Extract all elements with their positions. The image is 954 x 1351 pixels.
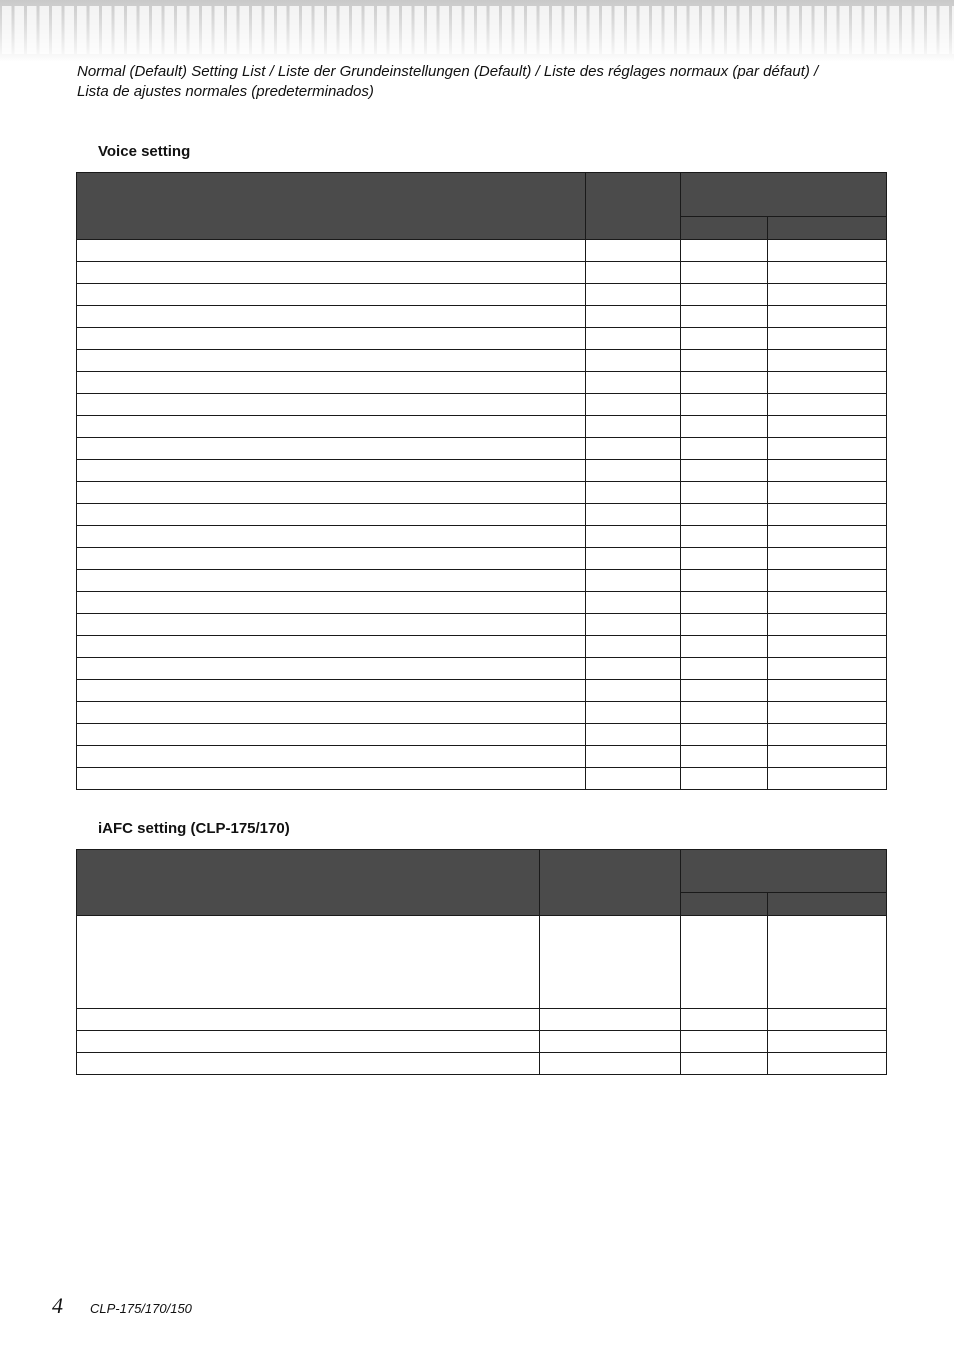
voice-cell — [681, 702, 768, 724]
voice-cell — [77, 548, 586, 570]
voice-cell — [768, 262, 887, 284]
iafc-setting-table — [76, 849, 887, 1075]
voice-cell — [768, 416, 887, 438]
voice-cell — [681, 548, 768, 570]
iafc-cell — [768, 1009, 887, 1031]
voice-cell — [77, 724, 586, 746]
voice-row — [77, 482, 887, 504]
voice-cell — [768, 240, 887, 262]
iafc-cell — [540, 916, 681, 1009]
iafc-row — [77, 916, 887, 1009]
model-label: CLP-175/170/150 — [90, 1301, 192, 1316]
voice-cell — [586, 614, 681, 636]
voice-cell — [681, 570, 768, 592]
voice-cell — [768, 284, 887, 306]
voice-cell — [768, 394, 887, 416]
voice-cell — [586, 350, 681, 372]
voice-cell — [681, 658, 768, 680]
voice-cell — [586, 636, 681, 658]
voice-cell — [768, 658, 887, 680]
voice-cell — [768, 636, 887, 658]
iafc-row — [77, 1031, 887, 1053]
voice-cell — [768, 746, 887, 768]
voice-cell — [77, 570, 586, 592]
voice-row — [77, 636, 887, 658]
iafc-header-sub1 — [681, 893, 768, 916]
voice-cell — [586, 482, 681, 504]
voice-cell — [681, 614, 768, 636]
iafc-cell — [77, 1009, 540, 1031]
voice-cell — [77, 504, 586, 526]
voice-cell — [586, 240, 681, 262]
voice-cell — [77, 262, 586, 284]
iafc-row — [77, 1053, 887, 1075]
keyboard-banner — [0, 0, 954, 62]
voice-cell — [586, 504, 681, 526]
voice-header-group — [681, 173, 887, 217]
voice-row — [77, 306, 887, 328]
voice-cell — [768, 372, 887, 394]
iafc-cell — [77, 916, 540, 1009]
voice-cell — [77, 394, 586, 416]
voice-cell — [586, 548, 681, 570]
page-heading-line1: Normal (Default) Setting List / Liste der Grundeinstellungen (Default) / Liste des réglages normaux (par défaut) / — [77, 63, 819, 80]
iafc-cell — [540, 1009, 681, 1031]
voice-cell — [768, 504, 887, 526]
iafc-cell — [681, 1009, 768, 1031]
voice-row — [77, 504, 887, 526]
voice-cell — [768, 306, 887, 328]
voice-row — [77, 262, 887, 284]
voice-cell — [681, 680, 768, 702]
voice-cell — [77, 746, 586, 768]
iafc-cell — [768, 1053, 887, 1075]
voice-cell — [77, 768, 586, 790]
voice-cell — [768, 680, 887, 702]
voice-row — [77, 394, 887, 416]
iafc-header-sub2 — [768, 893, 887, 916]
voice-cell — [681, 438, 768, 460]
voice-cell — [77, 680, 586, 702]
iafc-cell — [768, 1031, 887, 1053]
voice-setting-table — [76, 172, 887, 790]
voice-cell — [681, 724, 768, 746]
voice-cell — [77, 592, 586, 614]
voice-cell — [681, 372, 768, 394]
voice-cell — [768, 350, 887, 372]
voice-cell — [586, 394, 681, 416]
voice-cell — [768, 460, 887, 482]
voice-row — [77, 526, 887, 548]
voice-cell — [77, 614, 586, 636]
voice-cell — [681, 746, 768, 768]
voice-cell — [586, 658, 681, 680]
voice-row — [77, 702, 887, 724]
voice-cell — [586, 702, 681, 724]
iafc-setting-title: iAFC setting (CLP-175/170) — [98, 820, 290, 837]
voice-cell — [77, 636, 586, 658]
voice-row — [77, 350, 887, 372]
voice-cell — [681, 284, 768, 306]
voice-cell — [681, 636, 768, 658]
voice-row — [77, 416, 887, 438]
voice-row — [77, 284, 887, 306]
voice-cell — [586, 306, 681, 328]
voice-cell — [681, 592, 768, 614]
voice-header-sub1 — [681, 217, 768, 240]
page-number: 4 — [52, 1293, 63, 1318]
voice-cell — [768, 438, 887, 460]
iafc-cell — [681, 1053, 768, 1075]
voice-row — [77, 658, 887, 680]
voice-cell — [586, 372, 681, 394]
voice-row — [77, 372, 887, 394]
voice-cell — [586, 284, 681, 306]
voice-cell — [77, 306, 586, 328]
voice-cell — [768, 482, 887, 504]
voice-header-sub2 — [768, 217, 887, 240]
iafc-header-group — [681, 850, 887, 893]
voice-row — [77, 614, 887, 636]
voice-header-item — [77, 173, 586, 240]
voice-cell — [681, 416, 768, 438]
voice-cell — [586, 460, 681, 482]
voice-cell — [77, 284, 586, 306]
iafc-header-default — [540, 850, 681, 916]
voice-cell — [681, 504, 768, 526]
voice-cell — [586, 328, 681, 350]
voice-cell — [768, 526, 887, 548]
voice-cell — [586, 746, 681, 768]
voice-cell — [586, 262, 681, 284]
iafc-cell — [540, 1053, 681, 1075]
voice-cell — [77, 526, 586, 548]
voice-cell — [681, 526, 768, 548]
voice-row — [77, 746, 887, 768]
voice-row — [77, 438, 887, 460]
voice-cell — [586, 768, 681, 790]
iafc-header-item — [77, 850, 540, 916]
voice-row — [77, 592, 887, 614]
voice-cell — [681, 768, 768, 790]
voice-cell — [77, 460, 586, 482]
voice-cell — [768, 614, 887, 636]
voice-cell — [681, 350, 768, 372]
voice-cell — [77, 328, 586, 350]
voice-cell — [77, 702, 586, 724]
voice-cell — [586, 438, 681, 460]
voice-cell — [681, 262, 768, 284]
voice-row — [77, 680, 887, 702]
voice-setting-title: Voice setting — [98, 143, 191, 160]
voice-cell — [77, 438, 586, 460]
keyboard-keys-decoration — [0, 0, 954, 62]
iafc-cell — [681, 1031, 768, 1053]
voice-header-default — [586, 173, 681, 240]
voice-cell — [768, 548, 887, 570]
voice-row — [77, 548, 887, 570]
voice-cell — [77, 350, 586, 372]
voice-cell — [768, 570, 887, 592]
voice-cell — [77, 658, 586, 680]
voice-row — [77, 240, 887, 262]
iafc-cell — [768, 916, 887, 1009]
voice-cell — [681, 240, 768, 262]
voice-cell — [768, 724, 887, 746]
voice-cell — [681, 460, 768, 482]
voice-cell — [681, 328, 768, 350]
voice-row — [77, 460, 887, 482]
voice-cell — [768, 768, 887, 790]
voice-cell — [768, 702, 887, 724]
voice-cell — [586, 570, 681, 592]
voice-cell — [586, 416, 681, 438]
iafc-row — [77, 1009, 887, 1031]
page-heading — [77, 62, 897, 102]
voice-cell — [586, 526, 681, 548]
voice-row — [77, 570, 887, 592]
voice-cell — [77, 240, 586, 262]
voice-cell — [77, 416, 586, 438]
page-heading-line2: Lista de ajustes normales (predeterminados) — [77, 83, 374, 100]
voice-cell — [77, 372, 586, 394]
voice-cell — [681, 482, 768, 504]
voice-cell — [681, 394, 768, 416]
voice-cell — [586, 724, 681, 746]
voice-cell — [586, 592, 681, 614]
voice-cell — [586, 680, 681, 702]
voice-row — [77, 724, 887, 746]
iafc-cell — [540, 1031, 681, 1053]
iafc-cell — [77, 1031, 540, 1053]
voice-row — [77, 328, 887, 350]
voice-cell — [77, 482, 586, 504]
voice-cell — [681, 306, 768, 328]
voice-row — [77, 768, 887, 790]
iafc-cell — [681, 916, 768, 1009]
voice-cell — [768, 592, 887, 614]
iafc-cell — [77, 1053, 540, 1075]
voice-cell — [768, 328, 887, 350]
